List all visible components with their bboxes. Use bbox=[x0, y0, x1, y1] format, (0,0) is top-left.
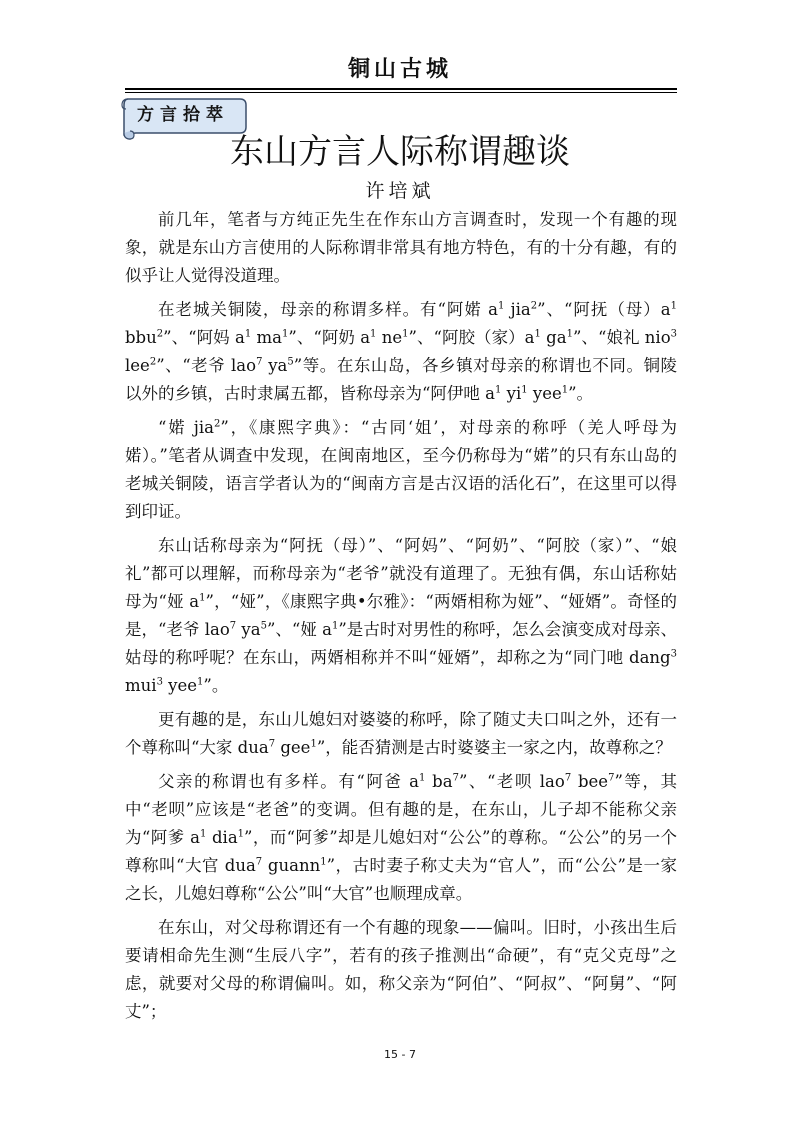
header-title: 铜山古城 bbox=[347, 57, 452, 82]
article-author: 许培斌 bbox=[365, 180, 435, 202]
header-rule-thin bbox=[125, 92, 677, 93]
paragraph: 更有趣的是，东山儿媳妇对婆婆的称呼，除了随丈夫口叫之外，还有一个尊称叫“大家 dua$^7$ gee$^1$”，能否猜测是古时婆婆主一家之内，故尊称之？ bbox=[125, 710, 677, 757]
header-rule-thick bbox=[125, 88, 677, 90]
article-title: 东山方言人际称谓趣谈 bbox=[230, 132, 570, 172]
paragraph: “婼 jia$^2$”，《康熙字典》：“古同‘姐’，对母亲的称呼（羌人呼母为婼）。”笔者从调查中发现，在闽南地区，至今仍称母为“婼”的只有东山岛的老城关铜陵，语言学者认为的“闽南方言是古汉语的活化石”，在这里可以得到印证。 bbox=[125, 418, 677, 521]
paragraph: 前几年，笔者与方纯正先生在作东山方言调查时，发现一个有趣的现象，就是东山方言使用的人际称谓非常具有地方特色，有的十分有趣，有的似乎让人觉得没道理。 bbox=[125, 210, 677, 285]
page-number: 15 - 7 bbox=[384, 1048, 416, 1061]
article-body bbox=[125, 206, 677, 1032]
paragraph: 在老城关铜陵，母亲的称谓多样。有“阿婼 $a^1$ jia$^2$”、“阿抚（母）$a^1$ bbu$^2$”、“阿妈 $a^1$ $ma^1$”、“阿奶 $a^1$ $ne^1$”、“阿胶（家）$a^1$ $ga^1$”、“娘礼 nio$^3$ lee$^2$”、“老爷 lao$^7$ $ya^5$”等。在东山岛，各乡镇对母亲的称谓也不同。铜陵以外的乡镇，古时隶属五都，皆称母亲为“阿伊吔 $a^1$ $yi^1$ yee$^1$”。 bbox=[125, 300, 678, 403]
paragraph: 在东山，对父母称谓还有一个有趣的现象——偏叫。旧时，小孩出生后要请相命先生测“生辰八字”，若有的孩子推测出“命硬”，有“克父克母”之虑，就要对父母的称谓偏叫。如，称父亲为“阿伯”、“阿叔”、“阿舅”、“阿丈”； bbox=[125, 918, 677, 1021]
paragraph: 东山话称母亲为“阿抚（母）”、“阿妈”、“阿奶”、“阿胶（家）”、“娘礼”都可以理解，而称母亲为“老爷”就没有道理了。无独有偶，东山话称姑母为“娅 $a^1$”，“娅”，《康熙字典•尔雅》：“两婿相称为娅”、“娅婿”。奇怪的是，“老爷 lao$^7$ $ya^5$”、“娅 $a^1$”是古时对男性的称呼，怎么会演变成对母亲、姑母的称呼呢？在东山，两婿相称并不叫“娅婿”，却称之为“同门吔 dang$^3$ mui$^3$ yee$^1$”。 bbox=[125, 536, 678, 695]
section-badge-label: 方言拾萃 bbox=[137, 105, 229, 125]
paragraph: 父亲的称谓也有多样。有“阿爸 $a^1$ $ba^7$”、“老呗 lao$^7$ bee$^7$”等，其中“老呗”应该是“老爸”的变调。但有趣的是，在东山，儿子却不能称父亲为“阿爹 $a^1$ dia$^1$”，而“阿爹”却是儿媳妇对“公公”的尊称。“公公”的另一个尊称叫“大官 dua$^7$ guann$^1$”，古时妻子称丈夫为“官人”，而“公公”是一家之长，儿媳妇尊称“公公”叫“大官”也顺理成章。 bbox=[125, 772, 677, 903]
